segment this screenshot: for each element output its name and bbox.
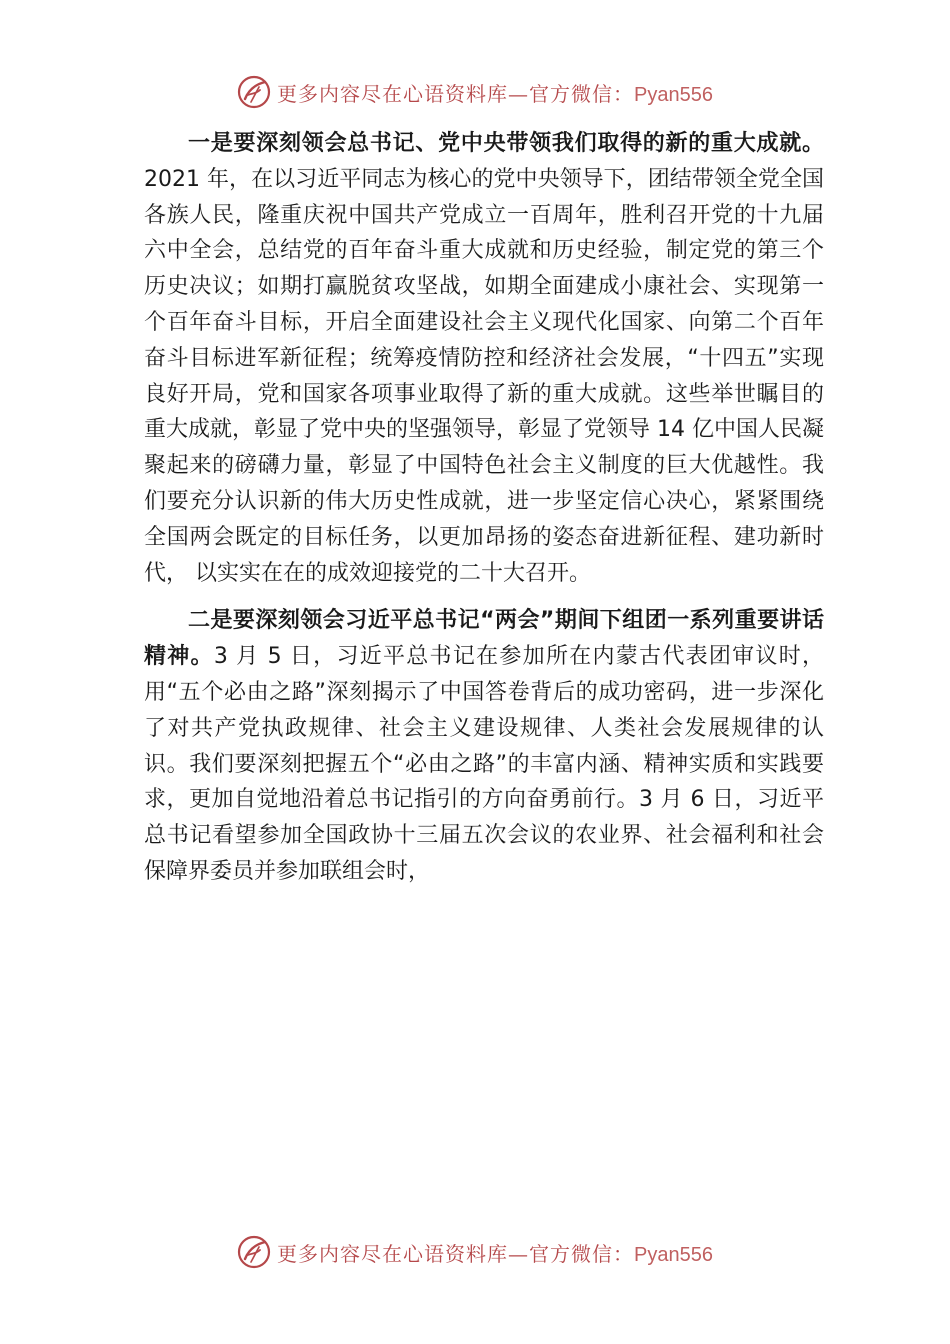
wechat-id: Pyan556	[634, 83, 713, 106]
document-body	[144, 126, 824, 902]
paragraph-1-lead: 一是要深刻领会总书记、党中央带领我们取得的新的重大成就。	[188, 131, 824, 156]
banner-text: 更多内容尽在心语资料库—官方微信：Pyan556	[277, 1241, 713, 1266]
brand-logo-icon	[237, 75, 271, 109]
paragraph-2-lead: 二是要深刻领会习近平总书记“两会”期间下组团一系列重要讲话精神。	[144, 608, 824, 670]
paragraph-1	[144, 126, 824, 591]
wechat-id: Pyan556	[634, 1243, 713, 1266]
paragraph-2	[144, 603, 824, 889]
paragraph-2-body: 3 月 5 日，习近平总书记在参加所在内蒙古代表团审议时，用“五个必由之路”深刻揭示了中国答卷背后的成功密码，进一步深化了对共产党执政规律、社会主义建设规律、人类社会发展规律的认识。我们要深刻把握五个“必由之路”的丰富内涵、精神实质和实践要求，更加自觉地沿着总书记指引的方向奋勇前行。3 月 6 日，习近平总书记看望参加全国政协十三届五次会议的农业界、社会福利和社会保障界委员并参加联组会时，	[144, 644, 824, 884]
header-banner	[0, 72, 950, 112]
banner-text: 更多内容尽在心语资料库—官方微信：Pyan556	[277, 81, 713, 106]
paragraph-1-body: 2021 年，在以习近平同志为核心的党中央领导下，团结带领全党全国各族人民，隆重庆祝中国共产党成立一百周年，胜利召开党的十九届六中全会，总结党的百年奋斗重大成就和历史经验，制定党的第三个历史决议；如期打赢脱贫攻坚战，如期全面建成小康社会、实现第一个百年奋斗目标，开启全面建设社会主义现代化国家、向第二个百年奋斗目标进军新征程；统筹疫情防控和经济社会发展，“十四五”实现良好开局，党和国家各项事业取得了新的重大成就。这些举世瞩目的重大成就，彰显了党中央的坚强领导，彰显了党领导 14 亿中国人民凝聚起来的磅礴力量，彰显了中国特色社会主义制度的巨大优越性。我们要充分认识新的伟大历史性成就，进一步坚定信心决心，紧紧围绕全国两会既定的目标任务，以更加昂扬的姿态奋进新征程、建功新时代， 以实实在在的成效迎接党的二十大召开。	[144, 166, 824, 586]
footer-banner	[0, 1232, 950, 1272]
brand-logo-icon	[237, 1235, 271, 1269]
